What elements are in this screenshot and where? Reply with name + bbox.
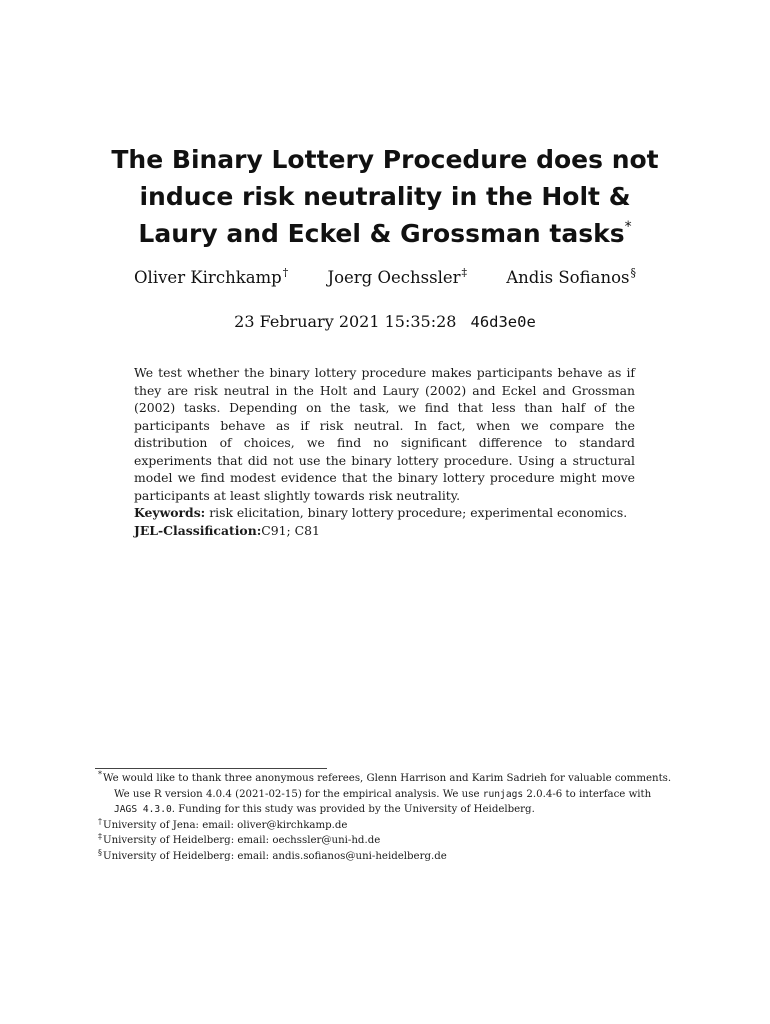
footnote-text: . Funding for this study was provided by the University of Heidelberg.	[171, 804, 535, 815]
abstract	[134, 364, 635, 539]
footnote-oechssler	[98, 833, 676, 849]
title-line-2: induce risk neutrality in the Holt &	[139, 182, 631, 211]
footnote-kirchkamp	[98, 818, 676, 834]
footnote-mark: †	[98, 816, 102, 826]
footnote-mark: §	[98, 847, 102, 857]
paper-date: 23 February 2021 15:35:28	[234, 312, 457, 331]
version-hash: 46d3e0e	[470, 313, 536, 331]
author-mark: ‡	[461, 266, 468, 279]
author-name: Andis Sofianos	[506, 268, 630, 287]
code-jags: JAGS 4.3.0	[114, 804, 172, 815]
author-mark: †	[282, 266, 289, 279]
date-line	[85, 312, 685, 331]
keywords-label: Keywords:	[134, 505, 206, 520]
author-kirchkamp	[134, 268, 288, 287]
author-name: Oliver Kirchkamp	[134, 268, 282, 287]
footnote-text: University of Jena: email: oliver@kirchkamp.de	[103, 819, 348, 831]
code-runjags: runjags	[482, 788, 524, 800]
footnote-text: We use R version 4.0.4 (2021-02-15) for the empirical analysis. We use	[114, 788, 483, 800]
footnote-acknowledgements	[98, 771, 676, 818]
paper-title	[85, 141, 685, 252]
footnote-text: 2.0.4-6 to interface with	[523, 788, 652, 800]
footnote-sofianos	[98, 849, 676, 865]
author-name: Joerg Oechssler	[327, 268, 461, 287]
author-oechssler	[327, 268, 467, 287]
footnote-text: University of Heidelberg: email: andis.sofianos@uni-heidelberg.de	[103, 850, 447, 862]
footnote-text: We would like to thank three anonymous referees, Glenn Harrison and Karim Sadrieh for valuable comments.	[103, 773, 672, 784]
title-footnote-mark: *	[624, 219, 632, 235]
footnote-rule	[95, 768, 327, 769]
jel-line	[134, 522, 635, 540]
footnote-continuation	[98, 787, 676, 818]
author-sofianos	[506, 268, 636, 287]
footnote-text: University of Heidelberg: email: oechssler@uni-hd.de	[103, 835, 381, 846]
title-line-3: Laury and Eckel & Grossman tasks	[138, 219, 625, 248]
jel-label: JEL-Classification:	[134, 522, 262, 538]
author-mark: §	[630, 266, 636, 279]
abstract-text: We test whether the binary lottery procedure makes participants behave as if they are risk neutral in the Holt and Laury (2002) and Eckel and Grossman (2002) tasks. Depending on the task, we find that less than half of the participants behave as if risk neutral. In fact, when we compare the distribution of choices, we find no significant difference to standard experiments that did not use the binary lottery procedure. Using a structural model we find modest evidence that the binary lottery procedure might move participants at least slightly towards risk neutrality.	[134, 365, 635, 503]
footnotes	[98, 771, 676, 864]
keywords-line	[134, 504, 635, 522]
jel-text: C91; C81	[261, 522, 320, 538]
footnote-mark: *	[98, 770, 102, 779]
footnote-mark: ‡	[98, 832, 102, 841]
title-line-1: The Binary Lottery Procedure does not	[111, 145, 659, 174]
keywords-text: risk elicitation, binary lottery procedure; experimental economics.	[205, 505, 628, 520]
author-list	[85, 268, 685, 287]
